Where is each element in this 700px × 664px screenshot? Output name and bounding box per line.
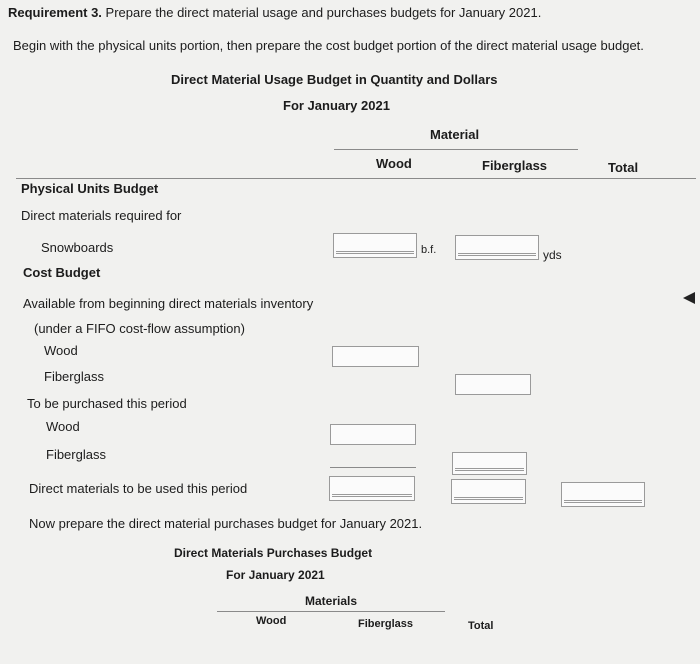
- fifo-label: (under a FIFO cost-flow assumption): [34, 321, 245, 336]
- material-header-rule: [334, 149, 578, 150]
- material-group-header: Material: [430, 127, 480, 142]
- used-total-input[interactable]: [561, 482, 645, 507]
- beginning-fiberglass-input[interactable]: [455, 374, 531, 395]
- available-beginning-label: Available from beginning direct materials inventory: [23, 296, 314, 311]
- header-rule: [16, 178, 696, 179]
- purchase-fiberglass-input[interactable]: [452, 452, 527, 475]
- column-total-header: Total: [608, 160, 639, 175]
- column-fiberglass-header: Fiberglass: [482, 158, 548, 173]
- to-be-used-label: Direct materials to be used this period: [29, 481, 248, 496]
- dm-required-label: Direct materials required for: [21, 208, 182, 223]
- beginning-wood-input[interactable]: [332, 346, 419, 367]
- to-purchase-label: To be purchased this period: [27, 396, 187, 411]
- usage-budget-title: Direct Material Usage Budget in Quantity and Dollars: [171, 72, 498, 87]
- beginning-fiberglass-label: Fiberglass: [44, 369, 104, 384]
- column-wood-header: Wood: [376, 156, 412, 171]
- materials-header-rule: [217, 611, 445, 612]
- purchases-wood-header: Wood: [256, 615, 287, 627]
- cost-budget-heading: Cost Budget: [23, 265, 101, 280]
- purchase-wood-label: Wood: [46, 419, 80, 434]
- unit-yds-label: yds: [543, 248, 562, 262]
- materials-group-header: Materials: [305, 594, 358, 608]
- unit-bf-label: b.f.: [421, 244, 437, 256]
- snowboards-fiberglass-input[interactable]: [455, 235, 539, 260]
- used-fiberglass-input[interactable]: [451, 479, 526, 504]
- purchase-wood-input[interactable]: [330, 424, 416, 445]
- purchases-total-header: Total: [468, 620, 494, 632]
- purchases-prompt: Now prepare the direct material purchases budget for January 2021.: [29, 516, 423, 531]
- cursor-arrow-icon: [683, 292, 695, 304]
- used-wood-input[interactable]: [329, 476, 415, 501]
- purchases-budget-title: Direct Materials Purchases Budget: [174, 546, 373, 560]
- requirement-heading: [8, 5, 541, 20]
- purchases-fiberglass-header: Fiberglass: [358, 618, 414, 630]
- snowboards-wood-input[interactable]: [333, 233, 417, 258]
- requirement-label: Requirement 3.: [8, 5, 102, 20]
- purchases-budget-subtitle: For January 2021: [226, 568, 325, 582]
- usage-budget-subtitle: For January 2021: [283, 98, 390, 113]
- requirement-text: Prepare the direct material usage and purchases budgets for January 2021.: [101, 5, 542, 20]
- snowboards-label: Snowboards: [41, 240, 114, 255]
- purchase-fiberglass-label: Fiberglass: [46, 447, 106, 462]
- beginning-wood-label: Wood: [44, 343, 78, 358]
- purchase-wood-underline: [330, 467, 416, 468]
- instruction-text: Begin with the physical units portion, then prepare the cost budget portion of the direct material usage budget.: [13, 38, 644, 53]
- physical-units-heading: Physical Units Budget: [21, 181, 159, 196]
